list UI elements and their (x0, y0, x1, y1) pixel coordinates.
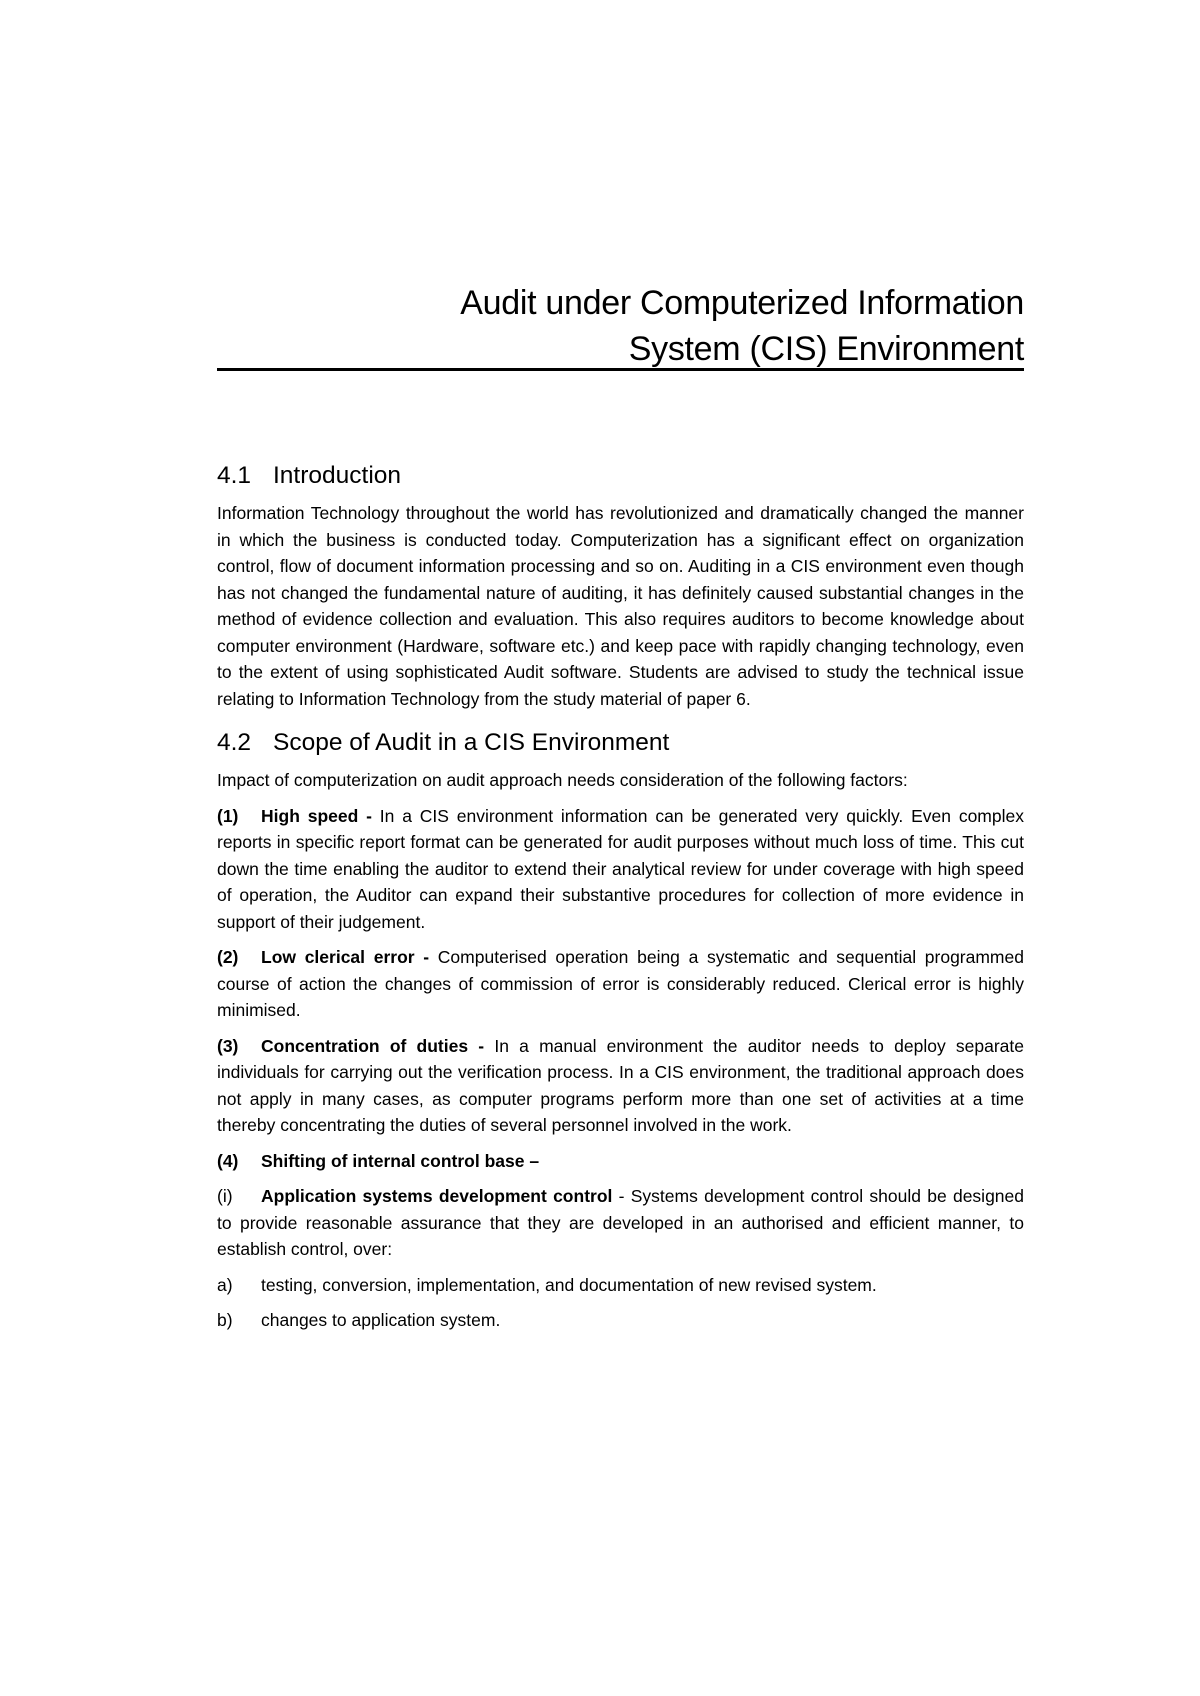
factor-title: Low clerical error - (261, 947, 430, 967)
list-text: changes to application system. (261, 1310, 501, 1330)
section-heading-4-1 (217, 460, 1024, 492)
body-text (217, 460, 1024, 1343)
list-marker: a) (217, 1274, 233, 1295)
chapter-title (217, 280, 1024, 372)
intro-paragraph: Information Technology throughout the world has revolutionized and dramatically changed the manner in which the business is conducted today. Computerization has a significant effect on organization control, flow of document information processing and so on. Auditing in a CIS environment even though has not changed the fundamental nature of auditing, it has definitely caused substantial changes in the method of evidence collection and evaluation. This also requires auditors to become knowledge about computer environment (Hardware, software etc.) and keep pace with rapidly changing technology, even to the extent of using sophisticated Audit software. Students are advised to study the technical issue relating to Information Technology from the study material of paper 6. (217, 503, 1024, 709)
list-item (217, 1307, 1024, 1334)
list-marker: b) (217, 1310, 233, 1330)
section-title: Scope of Audit in a CIS Environment (273, 729, 670, 756)
factor-title: Concentration of duties - (261, 1035, 485, 1056)
factor-item (217, 803, 1024, 936)
subitem-label: (i) (217, 1186, 233, 1206)
factor-item (217, 1148, 1024, 1175)
subitem-title: Application systems development control (261, 1186, 613, 1206)
scope-intro-paragraph: Impact of computerization on audit approach needs consideration of the following factors: (217, 770, 908, 790)
factor-text: In a CIS environment information can be generated very quickly. Even complex reports in specific report format can be generated for audit purposes without much loss of time. This cut down the time enabling the auditor to extend their analytical review for under coverage with high speed of operation, the Auditor can expand their substantive procedures for collection of more evidence in support of their judgement. (217, 805, 1024, 932)
factor-item (217, 944, 1024, 1024)
factor-text: Computerised operation being a systematic and sequential programmed course of action the changes of commission of error is considerably reduced. Clerical error is highly minimised. (217, 947, 1024, 1020)
section-title: Introduction (273, 462, 402, 489)
factor-text: In a manual environment the auditor needs to deploy separate individuals for carrying out the verification process. In a CIS environment, the traditional approach does not apply in many cases, as computer programs perform more than one set of activities at a time thereby concentrating the duties of several personnel involved in the work. (217, 1035, 1025, 1135)
factor-item (217, 1033, 1024, 1139)
chapter-title-line-2: System (CIS) Environment (628, 330, 1024, 368)
chapter-title-line-1: Audit under Computerized Information (460, 284, 1024, 322)
subitem (217, 1183, 1024, 1263)
section-number: 4.1 (217, 462, 252, 489)
chapter-title-underline (217, 368, 1024, 371)
section-heading-4-2 (217, 727, 1024, 759)
factor-title: Shifting of internal control base – (261, 1150, 540, 1171)
subitem-text: - Systems development control should be designed to provide reasonable assurance that they are developed in an authorised and efficient manner, to establish control, over: (217, 1186, 1025, 1259)
list-item (217, 1272, 1024, 1299)
section-number: 4.2 (217, 729, 252, 756)
factor-label: (2) (217, 947, 239, 967)
factor-label: (4) (217, 1150, 239, 1171)
factor-label: (3) (217, 1035, 239, 1056)
factor-title: High speed - (261, 805, 372, 826)
factor-label: (1) (217, 805, 239, 826)
list-text: testing, conversion, implementation, and documentation of new revised system. (261, 1274, 877, 1295)
